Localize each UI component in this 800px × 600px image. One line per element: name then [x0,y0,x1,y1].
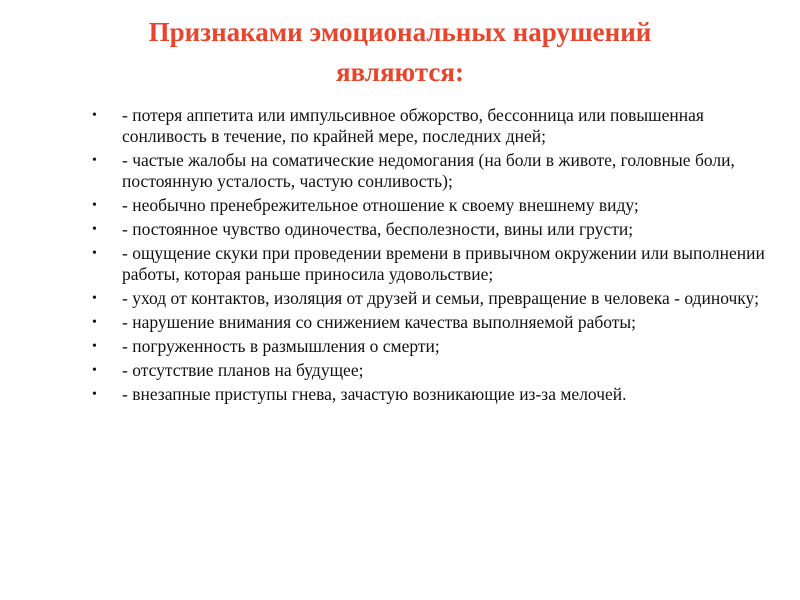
bullet-icon: • [92,315,97,330]
list-item [92,384,772,405]
list-item-text: - погруженность в размышления о смерти; [122,336,440,356]
list-item-text: - уход от контактов, изоляция от друзей и семьи, превращение в человека - одиночку; [122,288,759,308]
list-item [92,360,772,381]
list-item [92,243,772,285]
list-item [92,105,772,147]
list-item [92,312,772,333]
bullet-icon: • [92,339,97,354]
list-item [92,195,772,216]
list-item-text: - потеря аппетита или импульсивное обжорство, бессонница или повышенная сонливость в течение, по крайней мере, последних дней; [122,105,704,146]
list-item-text: - внезапные приступы гнева, зачастую возникающие из-за мелочей. [122,384,627,404]
bullet-icon: • [92,363,97,378]
list-item-text: - отсутствие планов на будущее; [122,360,364,380]
bullet-icon: • [92,108,97,123]
bullet-icon: • [92,222,97,237]
list-item-text: - ощущение скуки при проведении времени в привычном окружении или выполнении работы, которая раньше приносила удовольствие; [122,243,765,284]
bullet-icon: • [92,198,97,213]
bullet-icon: • [92,153,97,168]
list-item-text: - нарушение внимания со снижением качества выполняемой работы; [122,312,637,332]
bullet-icon: • [92,291,97,306]
title-line-2: являются: [335,57,465,87]
list-item [92,219,772,240]
list-item [92,288,772,309]
title-line-1: Признаками эмоциональных нарушений [148,17,652,47]
list-item [92,150,772,192]
slide-title [60,12,740,92]
bullet-icon: • [92,387,97,402]
list-item [92,336,772,357]
list-item-text: - постоянное чувство одиночества, бесполезности, вины или грусти; [122,219,634,239]
bullet-list [92,105,772,408]
list-item-text: - необычно пренебрежительное отношение к своему внешнему виду; [122,195,639,215]
list-item-text: - частые жалобы на соматические недомогания (на боли в животе, головные боли, постоянную усталость, частую сонливость); [122,150,735,191]
bullet-icon: • [92,246,97,261]
